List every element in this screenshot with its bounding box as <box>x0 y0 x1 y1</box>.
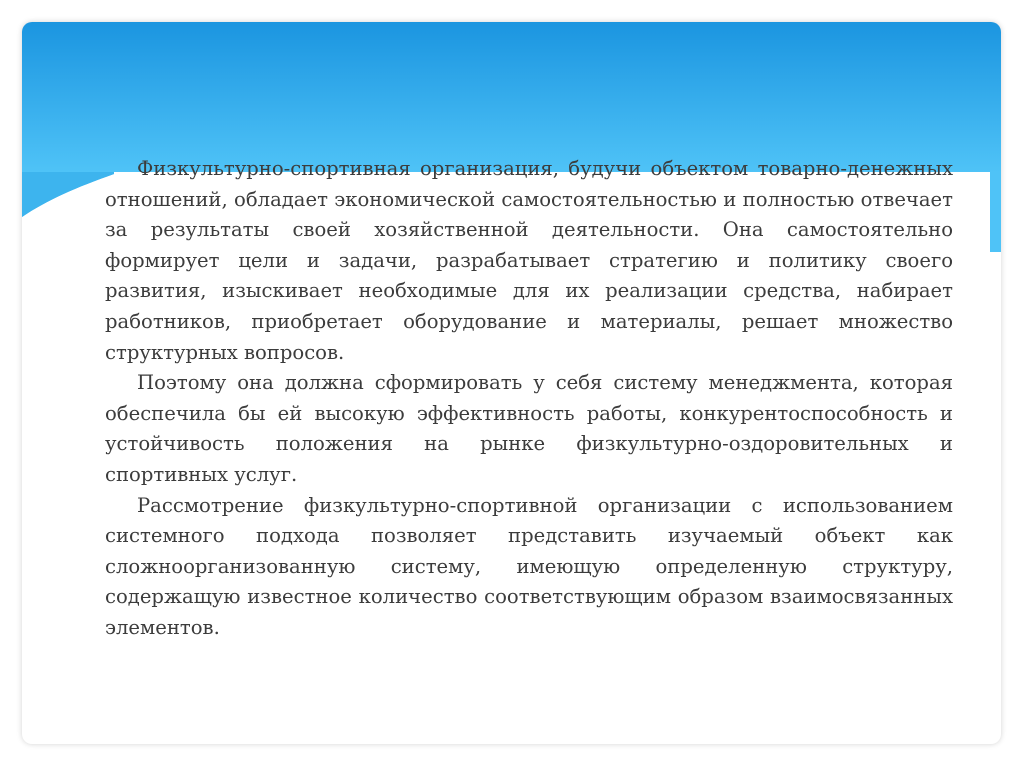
body-text <box>105 154 953 644</box>
paragraph-1: Физкультурно-спортивная организация, будучи объектом товарно-денежных отношений, обладает экономической самостоятельностью и полностью отвечает за результаты своей хозяйственной деятельности. Она самостоятельно формирует цели и задачи, разрабатывает стратегию и политику своего развития, изыскивает необходимые для их реализации средства, набирает работников, приобретает оборудование и материалы, решает множество структурных вопросов. <box>105 157 953 364</box>
paragraph-2: Поэтому она должна сформировать у себя систему менеджмента, которая обеспечила бы ей высокую эффективность работы, конкурентоспособность и устойчивость положения на рынке физкультурно-оздоровительных и спортивных услуг. <box>105 371 953 486</box>
paragraph-3: Рассмотрение физкультурно-спортивной организации с использованием системного подхода позволяет представить изучаемый объект как сложноорганизованную систему, имеющую определенную структуру, содержащую известное количество соответствующим образом взаимосвязанных элементов. <box>105 493 953 639</box>
